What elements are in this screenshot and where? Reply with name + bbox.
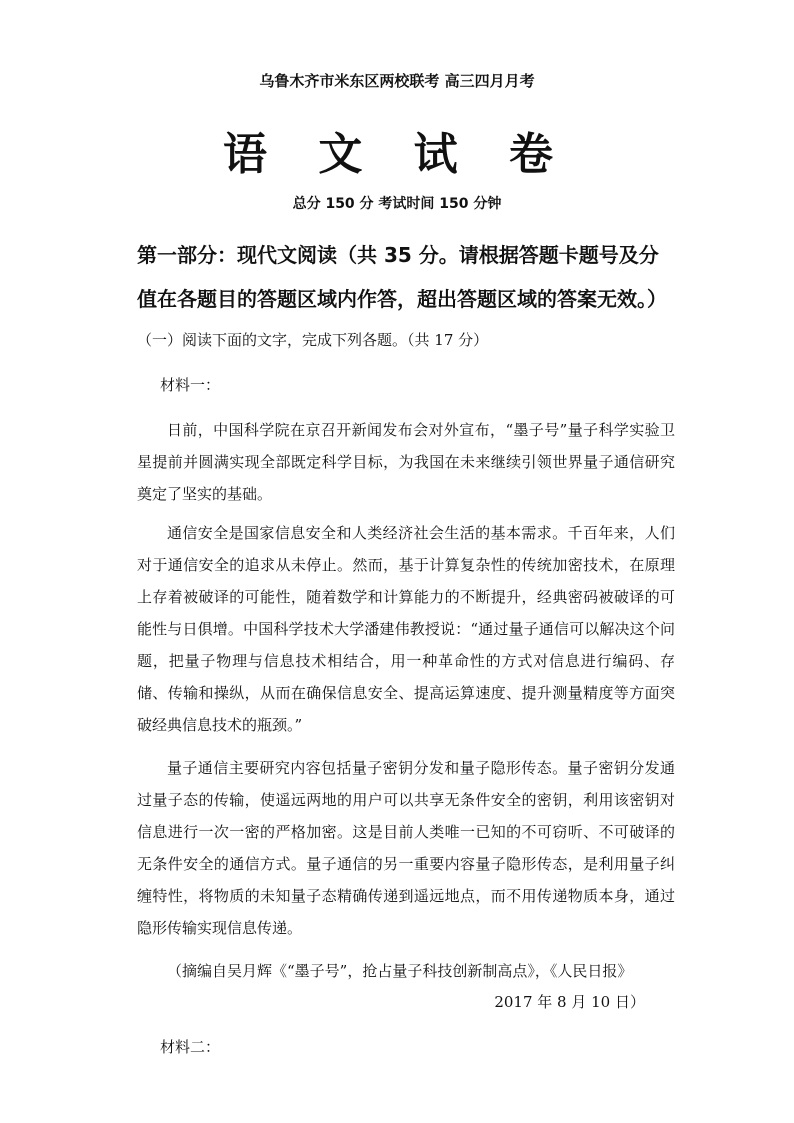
- exam-info-header: 乌鲁木齐市米东区两校联考 高三四月月考: [259, 72, 535, 90]
- paragraph-3: 量子通信主要研究内容包括量子密钥分发和量子隐形传态。量子密钥分发通过量子态的传输，使遥远两地的用户可以共享无条件安全的密钥，利用该密钥对信息进行一次一密的严格加密。这是目前人类唯一已知的不可窃听、不可破译的无条件安全的通信方式。量子通信的另一重要内容量子隐形传态，是利用量子纠缠特性，将物质的未知量子态精确传递到遥远地点，而不用传递物质本身，通过隐形传输实现信息传递。: [137, 759, 675, 937]
- material1-label: 材料一：: [160, 376, 221, 394]
- material2-label: 材料二：: [160, 1038, 221, 1056]
- part1-heading: 第一部分：现代文阅读（共 35 分。请根据答题卡题号及分值在各题目的答题区域内作答，超出答题区域的答案无效。）: [137, 243, 667, 311]
- exam-meta: 总分 150 分 考试时间 150 分钟: [292, 196, 502, 212]
- exam-title: 语 文 试 卷: [223, 129, 571, 180]
- citation-line-1: （摘编自吴月辉《“墨子号”，抢占量子科技创新制高点》，《人民日报》: [167, 962, 633, 980]
- paragraph-2: 通信安全是国家信息安全和人类经济社会生活的基本需求。千百年来，人们对于通信安全的追求从未停止。然而，基于计算复杂性的传统加密技术，在原理上存着被破译的可能性，随着数学和计算能力的不断提升，经典密码被破译的可能性与日俱增。中国科学技术大学潘建伟教授说：“通过量子通信可以解决这个问题，把量子物理与信息技术相结合，用一种革命性的方式对信息进行编码、存储、传输和操纵，从而在确保信息安全、提高运算速度、提升测量精度等方面突破经典信息技术的瓶颈。”: [137, 524, 675, 734]
- section1-instruction: （一）阅读下面的文字，完成下列各题。（共 17 分）: [137, 331, 489, 349]
- citation-line-2: 2017 年 8 月 10 日）: [494, 993, 645, 1011]
- paragraph-1: 日前，中国科学院在京召开新闻发布会对外宣布，“墨子号”量子科学实验卫星提前并圆满实现全部既定科学目标，为我国在未来继续引领世界量子通信研究奠定了坚实的基础。: [137, 421, 675, 503]
